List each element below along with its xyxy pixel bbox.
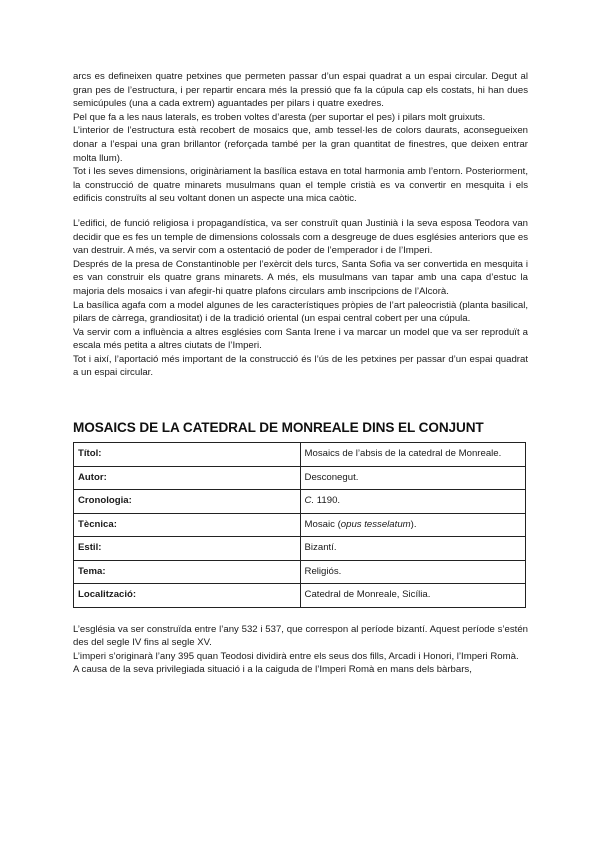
paragraph: L’imperi s’originarà l’any 395 quan Teodosi dividirà entre els seus dos fills, Arcadi i Honori, l’Imperi Romà. <box>73 650 519 662</box>
row-value: Catedral de Monreale, Sicília. <box>300 584 525 608</box>
bottom-text-block <box>73 623 528 677</box>
row-label: Localització: <box>74 584 301 608</box>
row-value <box>300 513 525 537</box>
paragraph: La basílica agafa com a model algunes de les característiques pròpies de l’art paleocristià (planta basilical, pilars de càrrega, grandiositat) i de la tradició oriental (un espai central cobert per una cúpula. <box>73 299 528 325</box>
section-title: MOSAICS DE LA CATEDRAL DE MONREALE DINS EL CONJUNT <box>73 420 484 436</box>
paragraph: L’edifici, de funció religiosa i propagandística, va ser construït quan Justinià i la seva esposa Teodora van decidir que es fes un temple de dimensions colossals com a desgreuge de dues esglésies anteriors que es van destruir. A més, va servir com a ostentació de poder de l’emperador i de l’Imperi. <box>73 217 528 257</box>
paragraph: Després de la presa de Constantinoble per l’exèrcit dels turcs, Santa Sofia va ser convertida en mesquita i es van construir els quatre grans minarets. A més, els musulmans van tapar amb una capa d’estuc la majoria dels mosaics i van afegir-hi quatre plafons circulars amb inscripcions de l’Alcorà. <box>73 258 528 297</box>
paragraph: Va servir com a influència a altres esglésies com Santa Irene i va marcar un model que va ser reproduït a escala més petita a altres ciutats de l’Imperi. <box>73 326 528 352</box>
row-label: Autor: <box>74 466 301 490</box>
row-label: Cronologia: <box>74 490 301 514</box>
row-value: Desconegut. <box>300 466 525 490</box>
row-value: Bizantí. <box>300 537 525 561</box>
paragraph: Pel que fa a les naus laterals, es troben voltes d’aresta (per suportar el pes) i pilars molt gruixuts. <box>73 111 486 123</box>
paragraph: L’església va ser construïda entre l’any 532 i 537, que correspon al període bizantí. Aquest període s’estén des del segle IV fins al segle XV. <box>73 623 528 649</box>
row-value <box>300 490 525 514</box>
row-label: Títol: <box>74 443 301 467</box>
row-value: Mosaics de l’absis de la catedral de Monreale. <box>300 443 525 467</box>
table-row <box>74 584 526 608</box>
row-value-suffix: ). <box>410 518 417 530</box>
paragraph-gap <box>73 206 528 217</box>
table-row <box>74 513 526 537</box>
row-value-italic: opus tesselatum <box>340 518 411 530</box>
paragraph: Tot i les seves dimensions, originàriament la basílica estava en total harmonia amb l’entorn. Posteriorment, la construcció de quatre minarets musulmans quan el temple cristià es va convertir en mesquita i els edificis construïts al seu voltant donen un aspecte una mica caòtic. <box>73 166 528 205</box>
row-value: Religiós. <box>300 560 525 584</box>
row-label: Estil: <box>74 537 301 561</box>
paragraph: L’interior de l’estructura està recobert de mosaics que, amb tessel·les de colors daurats, aconsegueixen donar a l’espai una gran brillantor (reforçada també per la gran quantitat de finestres, que deixen entrar molta llum). <box>73 125 528 164</box>
table-row <box>74 560 526 584</box>
table-row <box>74 466 526 490</box>
row-value-text: 1190. <box>314 495 341 507</box>
paragraph: A causa de la seva privilegiada situació i a la caiguda de l’Imperi Romà en mans dels bàrbars, <box>73 664 472 676</box>
table-row <box>74 490 526 514</box>
artwork-info-table <box>73 442 526 608</box>
paragraph: arcs es defineixen quatre petxines que permeten passar d’un espai quadrat a un espai circular. Degut al gran pes de l’estructura, i per repartir encara més la pressió que fa la cúpula cap els costats, hi han dues semicúpules (una a cada extrem) aguantades per pilars i quatre exedres. <box>73 71 528 110</box>
middle-text-block <box>73 217 528 380</box>
row-value-text: Mosaic ( <box>304 518 341 530</box>
row-value-italic: C. <box>304 495 315 507</box>
table-row <box>74 443 526 467</box>
table-row <box>74 537 526 561</box>
row-label: Tècnica: <box>74 513 301 537</box>
row-label: Tema: <box>74 560 301 584</box>
document-page <box>73 70 528 677</box>
paragraph: Tot i així, l’aportació més important de la construcció és l’ús de les petxines per passar d’un espai quadrat a un espai circular. <box>73 353 528 379</box>
top-text-block <box>73 70 528 206</box>
